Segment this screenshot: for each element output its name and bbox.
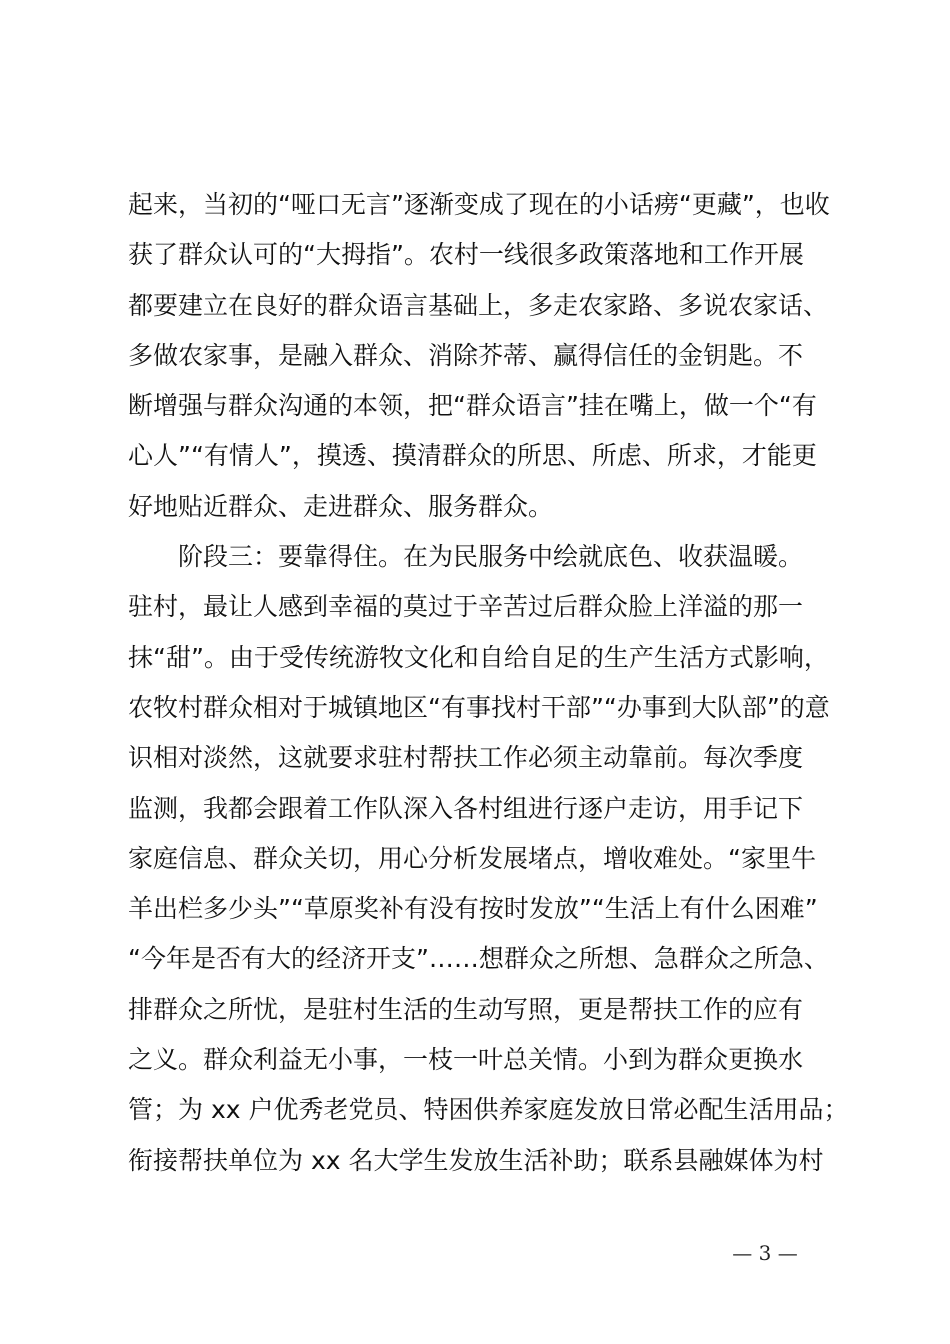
text-line: 衔接帮扶单位为 xx 名大学生发放生活补助；联系县融媒体为村: [128, 1145, 824, 1175]
body-text: [128, 180, 858, 1186]
text-line: 识相对淡然，这就要求驻村帮扶工作必须主动靠前。每次季度: [128, 743, 804, 773]
text-line: 排群众之所忧，是驻村生活的生动写照，更是帮扶工作的应有: [128, 994, 804, 1024]
text-line: 抹“甜”。由于受传统游牧文化和自给自足的生产生活方式影响，: [128, 642, 829, 672]
text-line: 多做农家事，是融入群众、消除芥蒂、赢得信任的金钥匙。不: [128, 340, 804, 370]
text-line: 农牧村群众相对于城镇地区“有事找村干部”“办事到大队部”的意: [128, 692, 830, 722]
text-line: 好地贴近群众、走进群众、服务群众。: [128, 491, 554, 521]
page-number: — 3 —: [732, 1241, 798, 1265]
paragraph-start-line: 阶段三：要靠得住。在为民服务中绘就底色、收获温暖。: [178, 542, 804, 572]
text-line: 驻村，最让人感到幸福的莫过于辛苦过后群众脸上洋溢的那一: [128, 592, 804, 622]
text-line: 心人”“有情人”，摸透、摸清群众的所思、所虑、所求，才能更: [128, 441, 817, 471]
text-line: 起来，当初的“哑口无言”逐渐变成了现在的小话痨“更藏”，也收: [128, 190, 830, 219]
text-line: 获了群众认可的“大拇指”。农村一线很多政策落地和工作开展: [128, 240, 804, 270]
text-line: 断增强与群众沟通的本领，把“群众语言”挂在嘴上，做一个“有: [128, 391, 817, 421]
text-line: 监测，我都会跟着工作队深入各村组进行逐户走访，用手记下: [128, 793, 804, 823]
text-line: 羊出栏多少头”“草原奖补有没有按时发放”“生活上有什么困难”: [128, 894, 818, 924]
text-line: “今年是否有大的经济开支”……想群众之所想、急群众之所急、: [128, 944, 829, 974]
text-line: 都要建立在良好的群众语言基础上，多走农家路、多说农家话、: [128, 290, 829, 320]
text-line: 之义。群众利益无小事，一枝一叶总关情。小到为群众更换水: [128, 1045, 804, 1075]
text-line: 家庭信息、群众关切，用心分析发展堵点，增收难处。“家里牛: [128, 843, 816, 873]
text-line: 管；为 xx 户优秀老党员、特困供养家庭发放日常必配生活用品；: [128, 1095, 849, 1125]
